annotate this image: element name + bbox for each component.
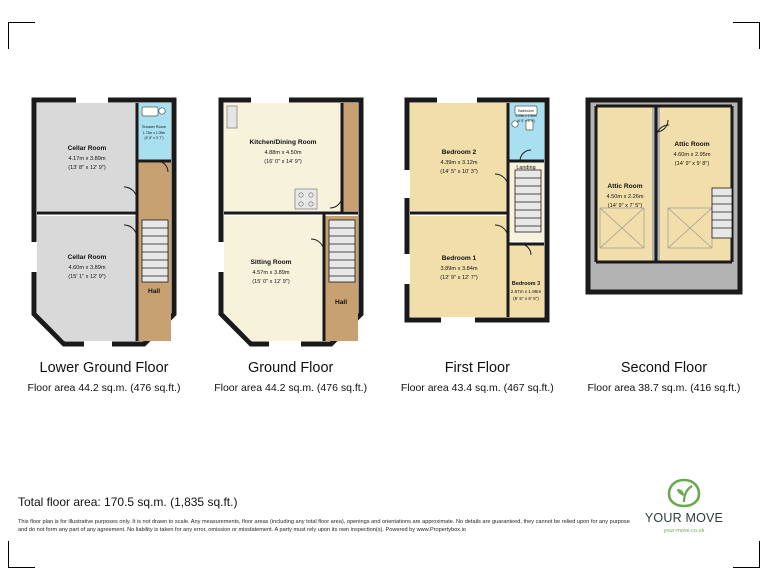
room-imperial: (15' 0" x 12' 9") — [251, 279, 290, 285]
floor-title: Ground Floor — [247, 360, 334, 376]
first-svg — [389, 92, 565, 352]
floor-area: Floor area 43.4 sq.m. (467 sq.ft.) — [400, 382, 554, 394]
floor-plan-drawing-lower-ground — [16, 92, 192, 352]
lower-ground-svg — [16, 92, 192, 352]
room-imperial: (16' 0" x 14' 9") — [263, 159, 302, 165]
floor-second — [576, 92, 752, 432]
floor-title: Second Floor — [620, 360, 708, 376]
floor-lower-ground — [16, 92, 192, 432]
room-imperial: (14' 9" x 9' 8") — [674, 161, 710, 167]
floor-plans-row — [16, 92, 752, 432]
room-metric: 4.88m x 4.50m — [264, 150, 302, 156]
second-svg — [576, 92, 752, 352]
floor-area: Floor area 38.7 sq.m. (416 sq.ft.) — [587, 382, 741, 394]
room-imperial: (13' 8" x 12' 9") — [68, 165, 106, 171]
room-name: Hall — [334, 299, 347, 306]
room-name: Bedroom 3 — [512, 281, 541, 287]
floor-area: Floor area 44.2 sq.m. (476 sq.ft.) — [27, 382, 181, 394]
room-metric: 4.60m x 2.95m — [673, 152, 711, 158]
room-imperial: (5' 8" x 3' 7") — [144, 136, 164, 140]
crop-mark-bottom-right — [733, 541, 760, 568]
brand-logo — [624, 478, 744, 534]
room-metric: 3.89m x 3.84m — [440, 266, 478, 272]
brand-url: your-move.co.uk — [663, 528, 705, 534]
crop-mark-top-right — [733, 22, 760, 49]
room-name: Cellar Room — [67, 254, 107, 261]
room-name: Bathroom — [518, 109, 535, 113]
floor-first — [389, 92, 565, 432]
room-metric: 2.57m x 1.96m — [511, 289, 542, 294]
floor-ground — [203, 92, 379, 432]
room-metric: 4.50m x 2.26m — [606, 194, 644, 200]
total-floor-area: Total floor area: 170.5 sq.m. (1,835 sq.ft.) — [18, 495, 238, 509]
floor-plan-drawing-ground — [203, 92, 379, 352]
room-imperial: (12' 9" x 12' 7") — [440, 275, 479, 281]
floor-plan-drawing-second — [576, 92, 752, 352]
ground-svg — [203, 92, 379, 352]
room-name: Shower Room — [141, 125, 167, 129]
brand-name: YOUR MOVE — [644, 511, 724, 525]
floor-area: Floor area 44.2 sq.m. (476 sq.ft.) — [214, 382, 368, 394]
floor-plan-drawing-first — [389, 92, 565, 352]
room-imperial: (8' 5" x 6' 5") — [513, 296, 540, 301]
room-name: Landing — [516, 165, 536, 171]
room-imperial: (6' 8" x 6' 5") — [517, 119, 536, 123]
room-name: Hall — [147, 288, 161, 295]
room-metric: 4.39m x 3.12m — [440, 160, 478, 166]
leaf-icon — [667, 478, 701, 508]
floor-title: Lower Ground Floor — [39, 360, 169, 376]
room-name: Cellar Room — [67, 145, 107, 152]
room-metric: 4.17m x 3.89m — [68, 156, 106, 162]
room-metric: 1.73m x 1.09m — [142, 131, 166, 135]
room-name: Sitting Room — [250, 259, 292, 266]
room-imperial: (14' 5" x 10' 3") — [440, 169, 479, 175]
room-name: Attic Room — [674, 141, 710, 148]
room-metric: 2.03m x 1.96m — [515, 114, 537, 118]
crop-mark-top-left — [8, 22, 35, 49]
room-name: Bedroom 2 — [442, 149, 477, 156]
room-name: Bedroom 1 — [442, 255, 477, 262]
room-metric: 4.57m x 3.89m — [252, 270, 290, 276]
room-name: Kitchen/Dining Room — [249, 139, 317, 146]
room-name: Attic Room — [607, 183, 643, 190]
room-imperial: (15' 1" x 12' 9") — [68, 274, 106, 280]
room-metric: 4.60m x 3.89m — [68, 265, 106, 271]
floor-title: First Floor — [444, 360, 510, 376]
crop-mark-bottom-left — [8, 541, 35, 568]
disclaimer-text: This floor plan is for illustrative purposes only. It is not drawn to scale. Any measurements, floor areas (including any total floor area), openings and orientations are approximate. No details are guaranteed, they cannot be relied upon for any purpose and do not form any part of any agreement. No liability is taken for any error, omission or misstatement. A party must rely upon its own inspection(s). Powered by www.Propertybox.io — [18, 519, 630, 534]
room-imperial: (14' 9" x 7' 5") — [607, 203, 643, 209]
